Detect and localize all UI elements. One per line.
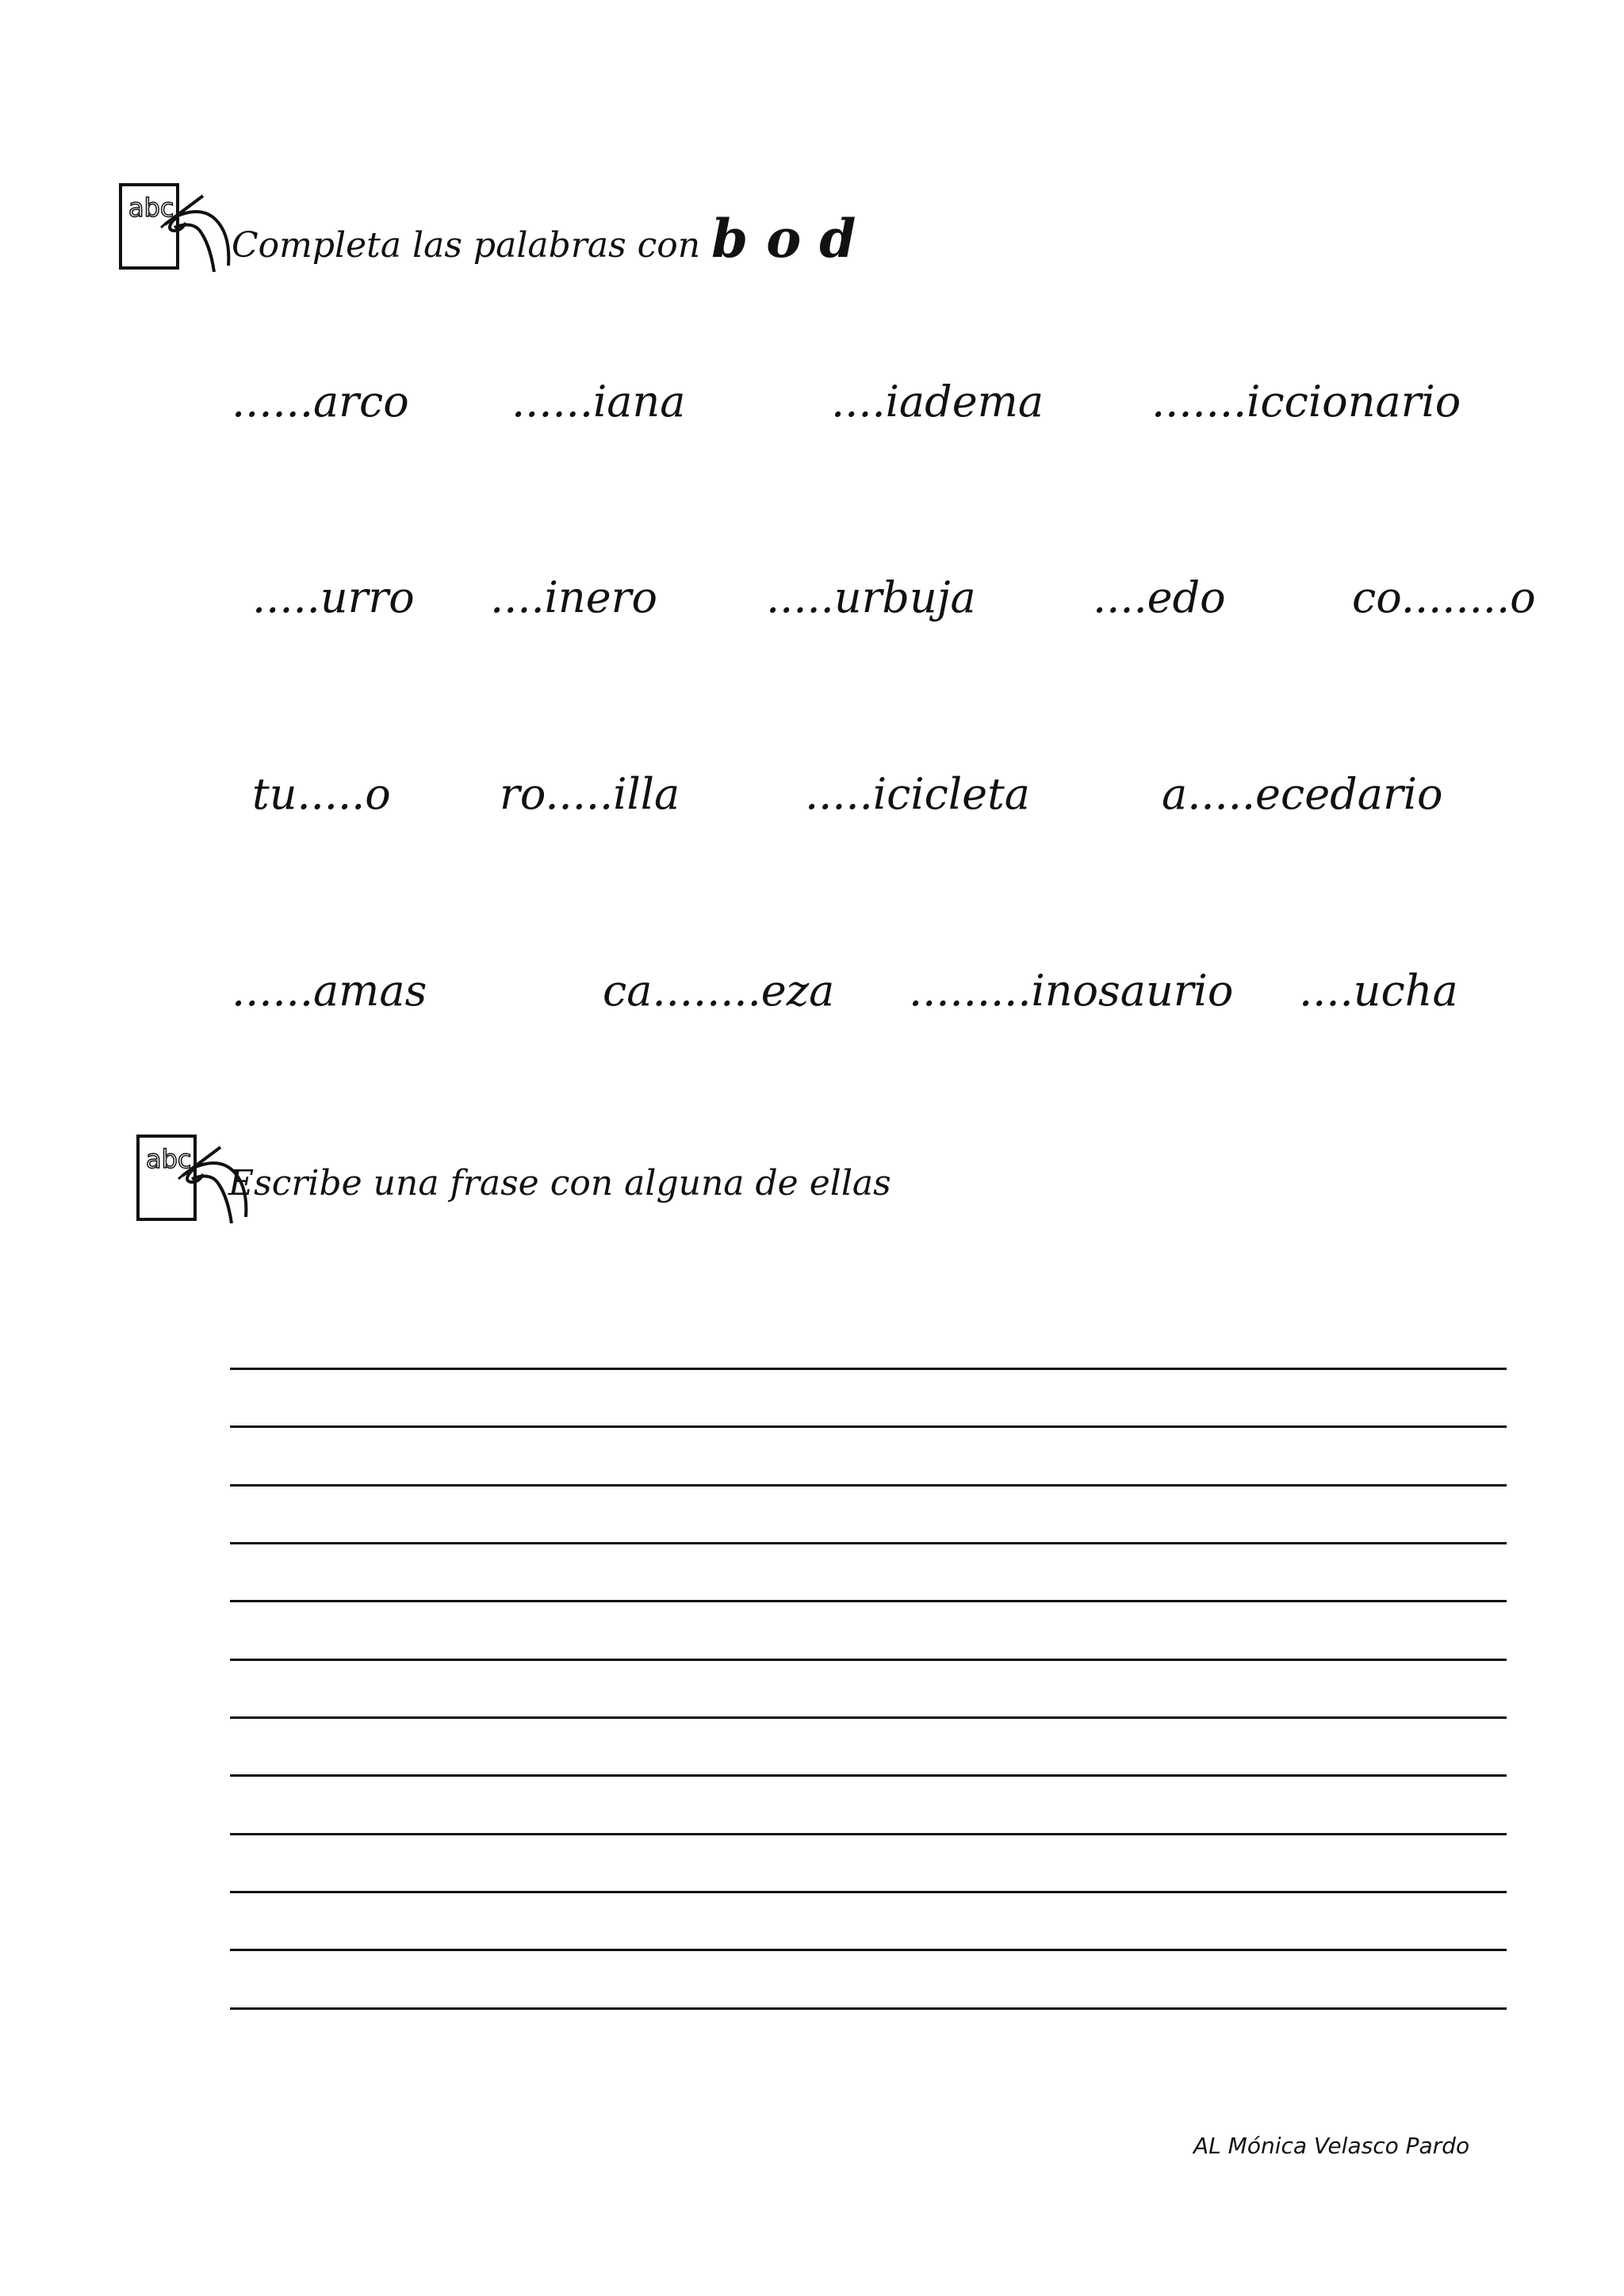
section2-title: Escribe una frase con alguna de ellas — [228, 1163, 891, 1203]
word-item: ....edo — [1093, 572, 1226, 622]
writing-line[interactable] — [230, 1542, 1507, 1544]
icon-letters: abc — [146, 1144, 192, 1174]
word-item: ....inero — [490, 572, 657, 622]
author-signature: AL Mónica Velasco Pardo — [1193, 2133, 1470, 2159]
word-item: a.....ecedario — [1162, 769, 1443, 819]
icon-letters: abc — [128, 193, 174, 223]
section1-letters: b o d — [711, 208, 856, 270]
word-item: ......amas — [232, 966, 427, 1016]
word-item: ......arco — [232, 377, 409, 427]
writing-line[interactable] — [230, 1891, 1507, 1893]
word-item: ca........eza — [603, 966, 835, 1016]
writing-line[interactable] — [230, 2007, 1507, 2010]
word-item: .....icicleta — [805, 769, 1030, 819]
word-item: .....urbuja — [766, 572, 976, 622]
word-item: ......iana — [511, 377, 686, 427]
word-item: .......iccionario — [1151, 377, 1461, 427]
writing-line[interactable] — [230, 1425, 1507, 1428]
writing-line[interactable] — [230, 1833, 1507, 1835]
writing-line[interactable] — [230, 1484, 1507, 1487]
word-item: .........inosaurio — [909, 966, 1234, 1016]
word-item: .....urro — [252, 572, 415, 622]
word-item: tu.....o — [252, 769, 391, 819]
section1-title-text: Completa las palabras con — [232, 225, 701, 266]
writing-hand-abc-icon — [117, 178, 236, 281]
writing-line[interactable] — [230, 1368, 1507, 1370]
writing-line[interactable] — [230, 1600, 1507, 1602]
writing-line[interactable] — [230, 1774, 1507, 1777]
word-item: ro.....illa — [500, 769, 680, 819]
writing-line[interactable] — [230, 1949, 1507, 1951]
word-item: co........o — [1352, 572, 1536, 622]
section1-title — [232, 208, 856, 270]
writing-line[interactable] — [230, 1716, 1507, 1719]
writing-line[interactable] — [230, 1659, 1507, 1661]
word-item: ....ucha — [1299, 966, 1458, 1016]
word-item: ....iadema — [831, 377, 1044, 427]
